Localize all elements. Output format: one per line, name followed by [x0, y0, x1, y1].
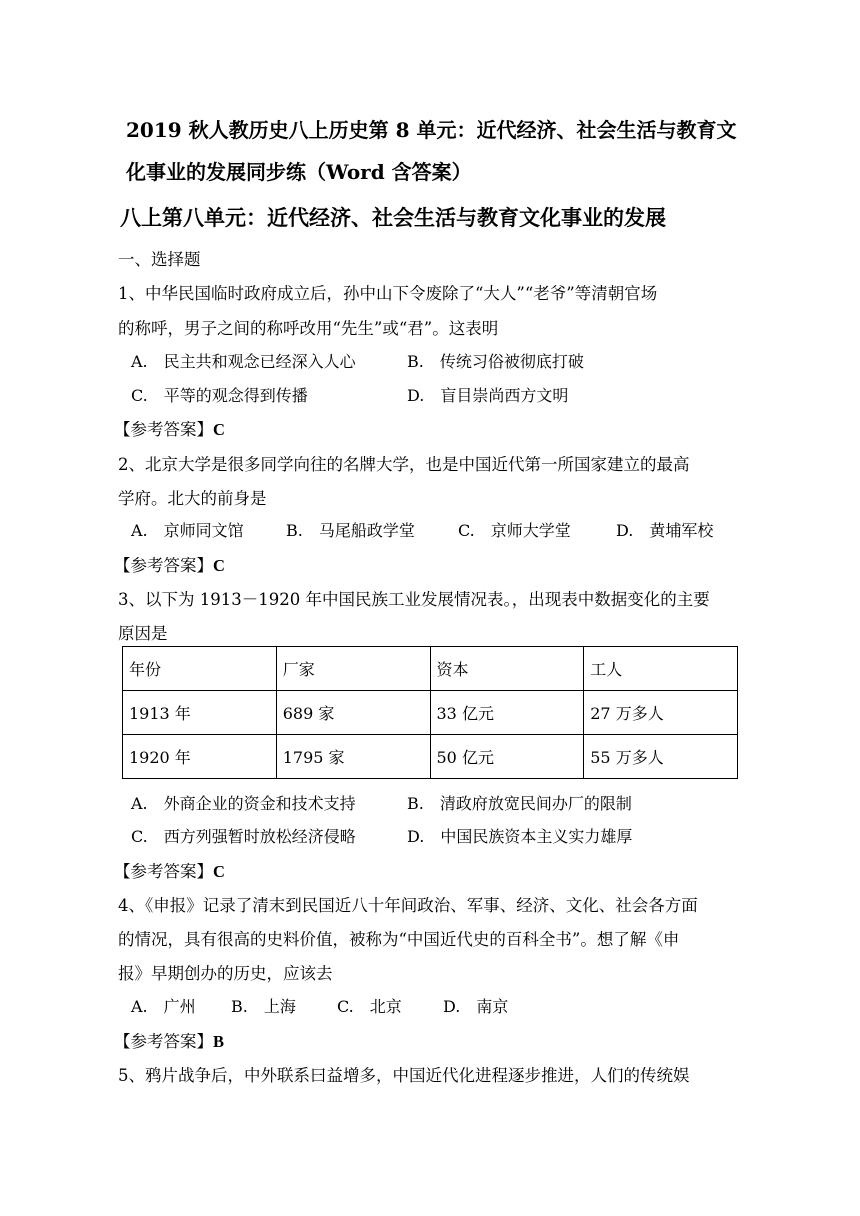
question-3-option-c: C. 西方列强暂时放松经济侵略 [131, 827, 356, 846]
question-1-options-row-2 [131, 383, 568, 406]
question-1-answer [114, 416, 225, 440]
question-4-answer [114, 1028, 224, 1052]
question-1-options-row-1 [131, 349, 584, 372]
question-2-option-a: A. 京师同文馆 [131, 521, 244, 540]
question-2-line-2: 学府。北大的前身是 [118, 489, 267, 508]
table-cell: 27 万多人 [584, 691, 738, 735]
table-header-cell: 年份 [123, 647, 277, 691]
question-1-line-2: 的称呼，男子之间的称呼改用“先生”或“君”。这表明 [118, 319, 499, 338]
question-4-line-3: 报》早期创办的历史，应该去 [118, 964, 333, 983]
question-3-line-1: 3、以下为 1913－1920 年中国民族工业发展情况表。，出现表中数据变化的主要 [118, 590, 710, 609]
question-1-option-c: C. 平等的观念得到传播 [131, 386, 308, 405]
question-3-option-a: A. 外商企业的资金和技术支持 [131, 794, 356, 813]
table-header-cell: 厂家 [276, 647, 430, 691]
question-4-options-row [131, 994, 508, 1017]
question-5-line-1: 5、鸦片战争后，中外联系曰益增多，中国近代化进程逐步推进，人们的传统娱 [118, 1066, 690, 1085]
answer-label: 【参考答案】 [114, 1032, 213, 1051]
table-header-row [123, 647, 738, 691]
question-3-option-b: B. 清政府放宽民间办厂的限制 [407, 794, 632, 813]
question-4-option-c: C. 北京 [337, 997, 402, 1016]
question-4-option-d: D. 南京 [443, 997, 509, 1016]
question-3-option-d: D. 中国民族资本主义实力雄厚 [407, 827, 633, 846]
table-cell: 50 亿元 [430, 735, 584, 779]
table-cell: 689 家 [276, 691, 430, 735]
question-2-option-d: D. 黄埔军校 [616, 521, 714, 540]
table-row [123, 691, 738, 735]
table-header-cell: 工人 [584, 647, 738, 691]
question-1-option-a: A. 民主共和观念已经深入人心 [131, 352, 356, 371]
answer-label: 【参考答案】 [114, 556, 213, 575]
unit-subtitle: 八上第八单元：近代经济、社会生活与教育文化事业的发展 [120, 205, 666, 230]
answer-value: B [213, 1032, 225, 1051]
document-title-line-2: 化事业的发展同步练（Word 含答案） [126, 160, 472, 184]
question-3-options-row-2 [131, 824, 632, 847]
answer-label: 【参考答案】 [114, 420, 213, 439]
table-cell: 55 万多人 [584, 735, 738, 779]
question-2-answer [114, 552, 225, 576]
question-4-line-1: 4、《申报》记录了清末到民国近八十年间政治、军事、经济、文化、社会各方面 [118, 896, 698, 915]
table-cell: 1920 年 [123, 735, 277, 779]
question-1-line-1: 1、中华民国临时政府成立后，孙中山下令废除了“大人”“老爷”等清朝官场 [118, 284, 658, 303]
question-2-option-c: C. 京师大学堂 [458, 521, 571, 540]
table-cell: 33 亿元 [430, 691, 584, 735]
answer-value: C [213, 556, 225, 575]
question-2-options-row [131, 518, 713, 541]
question-3-answer [114, 858, 225, 882]
question-3-line-2: 原因是 [118, 624, 168, 643]
section-heading: 一、选择题 [118, 250, 201, 269]
question-2-line-1: 2、北京大学是很多同学向往的名牌大学，也是中国近代第一所国家建立的最高 [118, 455, 690, 474]
question-1-option-d: D. 盲目崇尚西方文明 [407, 386, 569, 405]
document-title-line-1: 2019 秋人教历史八上历史第 8 单元：近代经济、社会生活与教育文 [126, 118, 737, 142]
table-cell: 1913 年 [123, 691, 277, 735]
question-4-option-b: B. 上海 [231, 997, 296, 1016]
table-cell: 1795 家 [276, 735, 430, 779]
table-header-cell: 资本 [430, 647, 584, 691]
answer-value: C [213, 862, 225, 881]
question-4-line-2: 的情况，具有很高的史料价值，被称为“中国近代史的百科全书”。想了解《申 [118, 930, 680, 949]
question-2-option-b: B. 马尾船政学堂 [286, 521, 415, 540]
answer-value: C [213, 420, 225, 439]
answer-label: 【参考答案】 [114, 862, 213, 881]
question-1-option-b: B. 传统习俗被彻底打破 [407, 352, 584, 371]
industry-data-table [122, 646, 738, 779]
question-3-options-row-1 [131, 791, 632, 814]
table-row [123, 735, 738, 779]
question-4-option-a: A. 广州 [131, 997, 196, 1016]
